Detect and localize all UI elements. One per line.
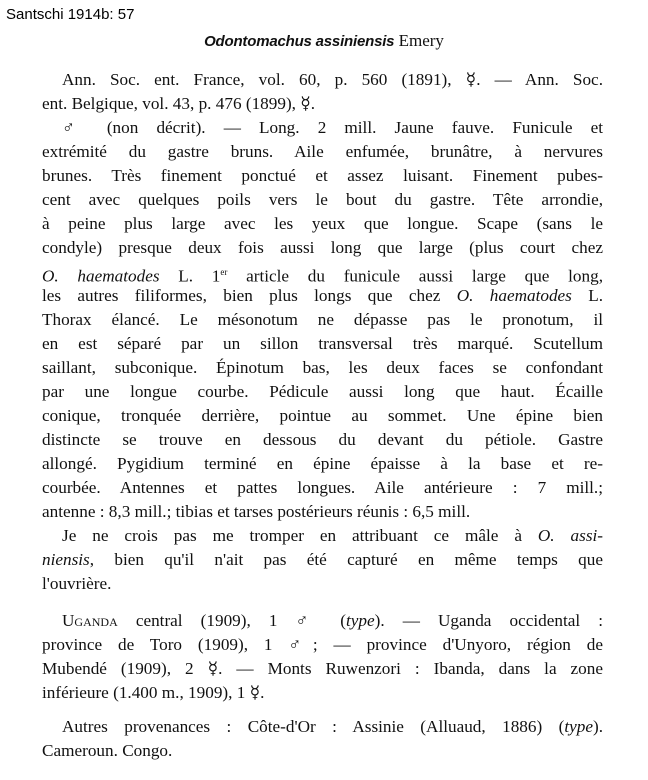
- text-line: Thorax élancé. Le mésonotum ne dépasse pas le pronotum, il: [42, 310, 603, 329]
- text-line: conique, tronquée derrière, pointue au sommet. Une épine bien: [42, 406, 603, 425]
- text-line: Ann. Soc. ent. France, vol. 60, p. 560 (1891), ☿. — Ann. Soc.: [62, 70, 603, 89]
- text-line: Cameroun. Congo.: [42, 741, 173, 760]
- species-author: Emery: [398, 31, 444, 50]
- text-line: par une longue courbe. Pédicule aussi long que haut. Écaille: [42, 382, 603, 401]
- text-line: O. haematodes L. 1er article du funicule aussi large que long,: [42, 266, 603, 286]
- species-name: Odontomachus assiniensis: [204, 33, 395, 50]
- text-line: Autres provenances : Côte-d'Or : Assinie (Alluaud, 1886) (type).: [62, 717, 603, 736]
- text-line: ♂ (non décrit). — Long. 2 mill. Jaune fauve. Funicule et: [62, 118, 603, 137]
- text-line: inférieure (1.400 m., 1909), 1 ☿.: [42, 683, 265, 702]
- text-line: brunes. Très finement ponctué et assez luisant. Finement pubes-: [42, 166, 603, 185]
- text-line: allongé. Pygidium terminé en épine épaisse à la base et re-: [42, 454, 603, 473]
- text-line: condyle) presque deux fois aussi long que large (plus court chez: [42, 238, 603, 257]
- text-line: Mubendé (1909), 2 ☿. — Monts Ruwenzori : Ibanda, dans la zone: [42, 659, 603, 678]
- text-line: à peine plus large avec les yeux que longue. Scape (sans le: [42, 214, 603, 233]
- text-line: les autres filiformes, bien plus longs que chez O. haematodes L.: [42, 286, 603, 305]
- text-line: courbée. Antennes et pattes longues. Aile antérieure : 7 mill.;: [42, 478, 603, 497]
- text-line: extrémité du gastre bruns. Aile enfumée, brunâtre, à nervures: [42, 142, 603, 161]
- species-title: [0, 31, 648, 51]
- text-line: Uganda central (1909), 1 ♂ (type). — Uganda occidental :: [62, 611, 603, 630]
- text-line: en est séparé par un sillon transversal très marqué. Scutellum: [42, 334, 603, 353]
- text-line: Je ne crois pas me tromper en attribuant ce mâle à O. assi-: [62, 526, 604, 545]
- text-line: saillant, subconique. Épinotum bas, les deux faces se confondant: [42, 358, 603, 377]
- text-line: antenne : 8,3 mill.; tibias et tarses postérieurs réunis : 6,5 mill.: [42, 502, 471, 521]
- text-line: cent avec quelques poils vers le bout du gastre. Tête arrondie,: [42, 190, 603, 209]
- text-line: niensis, bien qu'il n'ait pas été capturé en même temps que: [42, 550, 603, 569]
- text-line: ent. Belgique, vol. 43, p. 476 (1899), ☿.: [42, 94, 316, 113]
- text-line: distincte se trouve en dessous du devant du pétiole. Gastre: [42, 430, 603, 449]
- citation: Santschi 1914b: 57: [6, 6, 135, 23]
- text-line: province de Toro (1909), 1 ♂; — province d'Unyoro, région de: [42, 635, 603, 654]
- text-line: l'ouvrière.: [42, 574, 112, 593]
